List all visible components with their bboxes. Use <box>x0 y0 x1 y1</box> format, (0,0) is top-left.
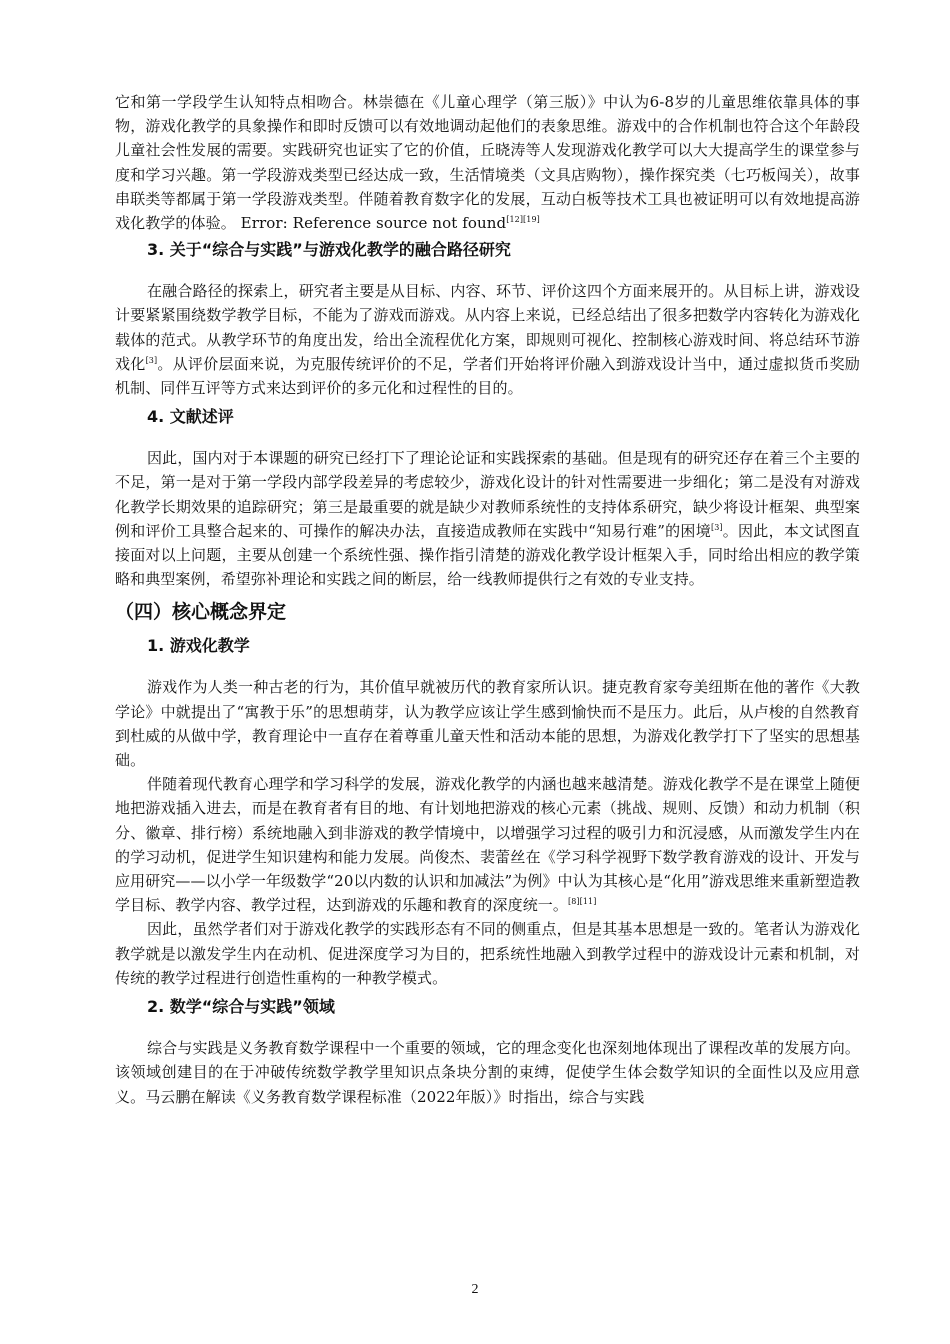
subsection-heading-4: 4. 文献述评 <box>147 407 234 427</box>
page-number: 2 <box>471 1282 479 1297</box>
paragraph-text: 它和第一学段学生认知特点相吻合。林崇德在《儿童心理学（第三版）》中认为6-8岁的儿童思维依靠具体的事物，游戏化教学的具象操作和即时反馈可以有效地调动起他们的表象思维。游戏中的合作机制也符合这个年龄段儿童社会性发展的需要。实践研究也证实了它的价值，丘晓涛等人发现游戏化教学可以大大提高学生的课堂参与度和学习兴趣。第一学段游戏类型已经达成一致，生活情境类（文具店购物），操作探究类（七巧板闯关），故事串联类等都属于第一学段游戏类型。伴随着教育数字化的发展，互动白板等技术工具也被证明可以有效地提高游戏化教学的体验。 Error: Reference source not found <box>115 93 860 233</box>
paragraph-text: 伴随着现代教育心理学和学习科学的发展，游戏化教学的内涵也越来越清楚。游戏化教学不是在课堂上随便地把游戏插入进去，而是在教育者有目的地、有计划地把游戏的核心元素（挑战、规则、反馈）和动力机制（积分、徽章、排行榜）系统地融入到非游戏的教学情境中，以增强学习过程的吸引力和沉浸感，从而激发学生内在的学习动机，促进学生知识建构和能力发展。尚俊杰、裴蕾丝在《学习科学视野下数学教育游戏的设计、开发与应用研究——以小学一年级数学“20以内数的认识和加减法”为例》中认为其核心是“化用”游戏思维来重新塑造教学目标、教学内容、教学过程，达到游戏的乐趣和教育的深度统一。 <box>115 775 860 915</box>
citation-ref: [3] <box>710 522 723 532</box>
document-body <box>115 90 860 1109</box>
citation-ref: [3] <box>145 355 158 365</box>
continued-paragraph <box>115 90 860 235</box>
subsection-heading-math-practice: 2. 数学“综合与实践”领域 <box>147 997 335 1017</box>
paragraph-literature-review <box>115 446 860 591</box>
citation-ref: [12][19] <box>506 215 540 225</box>
paragraph-author-definition: 因此，虽然学者们对于游戏化教学的实践形态有不同的侧重点，但是其基本思想是一致的。笔者认为游戏化教学就是以激发学生内在动机、促进深度学习为目的，把系统性地融入到教学过程中的游戏设计元素和机制，对传统的教学过程进行创造性重构的一种教学模式。 <box>115 920 860 987</box>
subsection-heading-gamified-teaching: 1. 游戏化教学 <box>147 636 250 656</box>
paragraph-text: 。因此，本文试图直接面对以上问题，主要从创建一个系统性强、操作指引清楚的游戏化教学设计框架入手，同时给出相应的教学策略和典型案例，希望弥补理论和实践之间的断层，给一线教师提供行之有效的专业支持。 <box>115 521 860 589</box>
paragraph-game-history: 游戏作为人类一种古老的行为，其价值早就被历代的教育家所认识。捷克教育家夸美纽斯在他的著作《大教学论》中就提出了“寓教于乐”的思想萌芽，认为教学应该让学生感到愉快而不是压力。此后，从卢梭的自然教育到杜威的从做中学，教育理论中一直存在着尊重儿童天性和活动本能的思想，为游戏化教学打下了坚实的思想基础。 <box>115 678 860 770</box>
paragraph-text: 。从评价层面来说，为克服传统评价的不足，学者们开始将评价融入到游戏设计当中，通过虚拟货币奖励机制、同伴互评等方式来达到评价的多元化和过程性的目的。 <box>115 354 860 398</box>
paragraph-game-definition <box>115 772 860 917</box>
section-heading-core-concepts: （四）核心概念界定 <box>115 601 287 624</box>
citation-ref: [8][11] <box>568 897 597 907</box>
paragraph-math-practice: 综合与实践是义务教育数学课程中一个重要的领域，它的理念变化也深刻地体现出了课程改革的发展方向。该领域创建目的在于冲破传统数学教学里知识点条块分割的束缚，促使学生体会数学知识的全面性以及应用意义。马云鹏在解读《义务教育数学课程标准（2022年版）》时指出，综合与实践 <box>115 1039 860 1106</box>
paragraph-fusion-path <box>115 279 860 400</box>
paragraph-text: 在融合路径的探索上，研究者主要是从目标、内容、环节、评价这四个方面来展开的。从目标上讲，游戏设计要紧紧围绕数学教学目标，不能为了游戏而游戏。从内容上来说，已经总结出了很多把数学内容转化为游戏化载体的范式。从教学环节的角度出发，给出全流程优化方案，即规则可视化、控制核心游戏时间、将总结环节游戏化 <box>115 282 860 373</box>
subsection-heading-3: 3. 关于“综合与实践”与游戏化教学的融合路径研究 <box>147 240 511 260</box>
paragraph-text: 因此，国内对于本课题的研究已经打下了理论论证和实践探索的基础。但是现有的研究还存在着三个主要的不足，第一是对于第一学段内部学段差异的考虑较少，游戏化设计的针对性需要进一步细化；第二是没有对游戏化教学长期效果的追踪研究；第三是最重要的就是缺少对教师系统性的支持体系研究，缺少将设计框架、典型案例和评价工具整合起来的、可操作的解决办法，直接造成教师在实践中“知易行难”的困境 <box>115 449 860 540</box>
